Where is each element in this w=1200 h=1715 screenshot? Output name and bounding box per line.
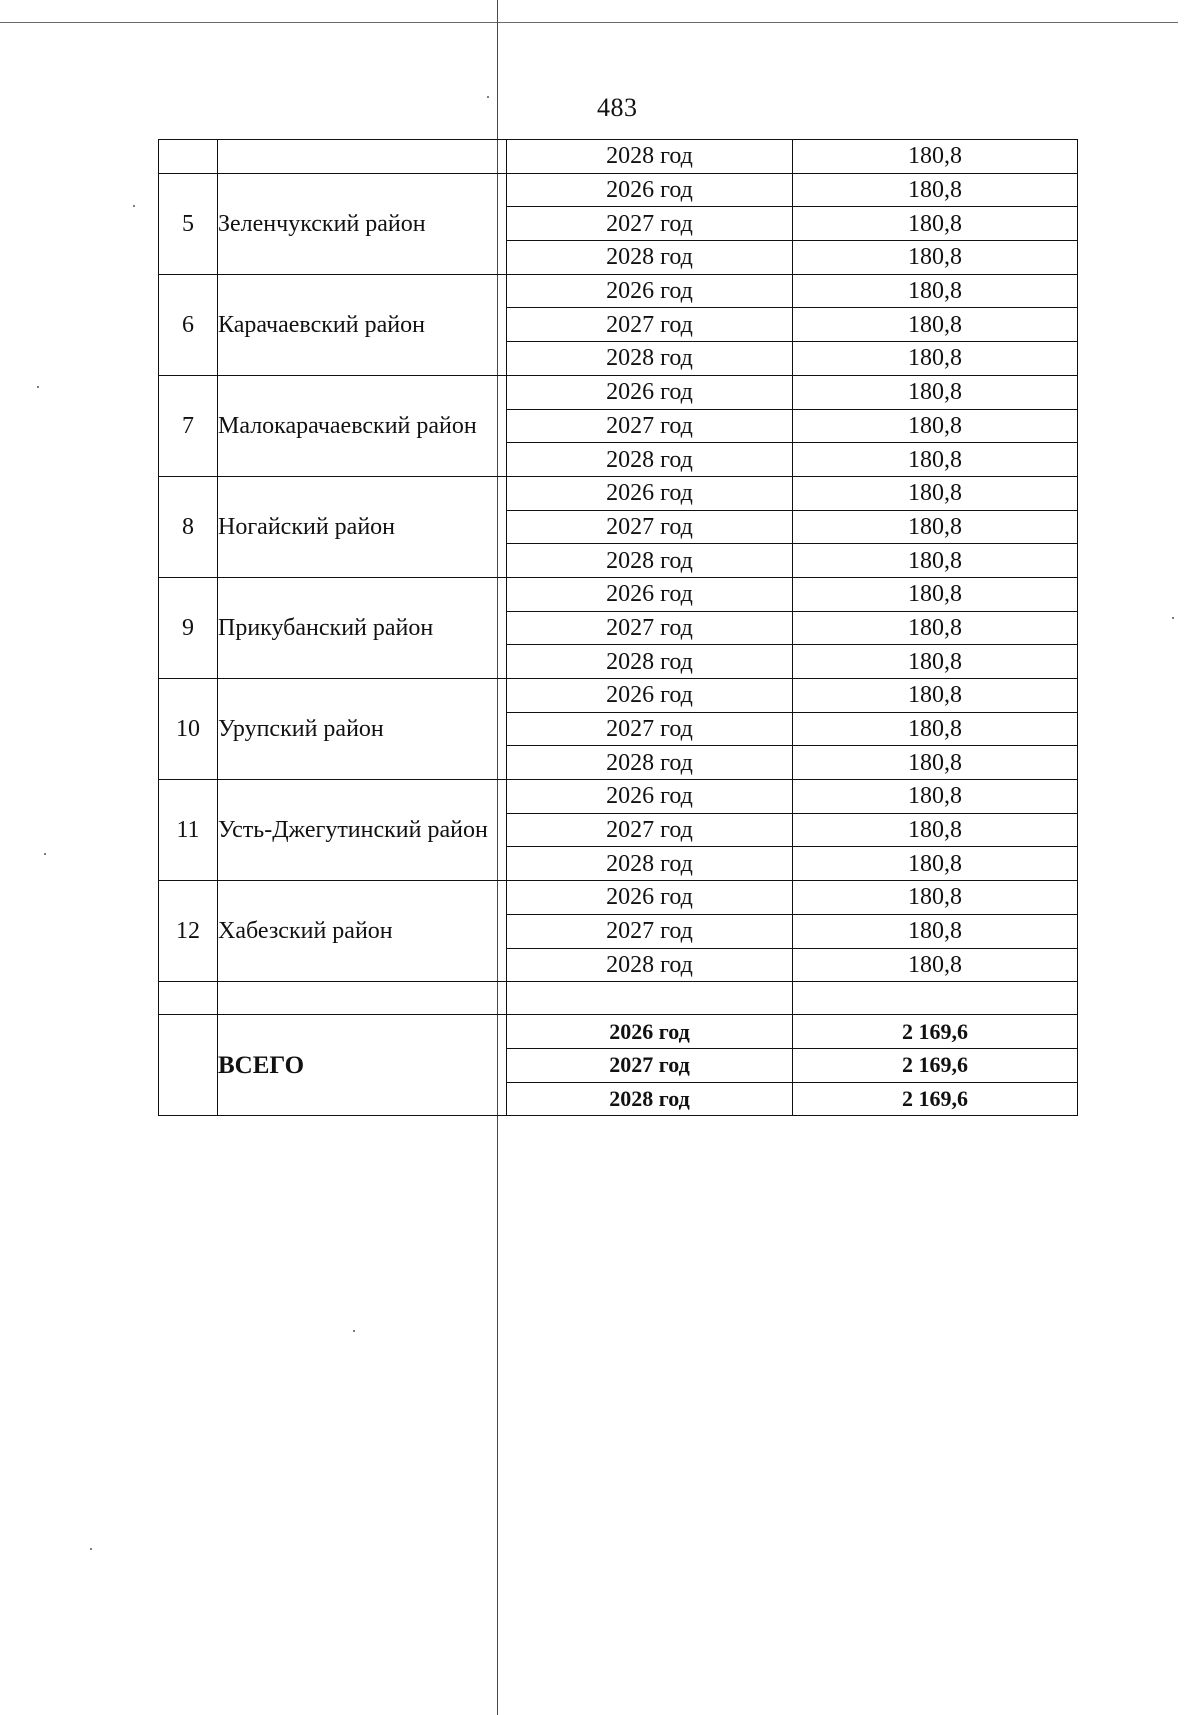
year-cell: 2028 год bbox=[507, 241, 793, 275]
value-cell: 180,8 bbox=[793, 308, 1078, 342]
year-cell: 2027 год bbox=[507, 914, 793, 948]
value-cell: 180,8 bbox=[793, 207, 1078, 241]
district-number: 10 bbox=[159, 679, 218, 780]
year-cell bbox=[507, 982, 793, 1015]
year-cell: 2026 год bbox=[507, 577, 793, 611]
district-name: Карачаевский район bbox=[218, 311, 425, 338]
district-name-cell bbox=[218, 780, 507, 881]
district-name-cell bbox=[218, 274, 507, 375]
year-cell: 2028 год bbox=[507, 847, 793, 881]
funding-table bbox=[158, 139, 1078, 1116]
district-name-cell bbox=[218, 375, 507, 476]
value-cell: 180,8 bbox=[793, 645, 1078, 679]
district-number: 5 bbox=[159, 173, 218, 274]
year-cell: 2028 год bbox=[507, 544, 793, 578]
year-cell: 2027 год bbox=[507, 712, 793, 746]
value-cell: 180,8 bbox=[793, 780, 1078, 814]
value-cell: 180,8 bbox=[793, 241, 1078, 275]
year-cell: 2027 год bbox=[507, 813, 793, 847]
year-cell: 2027 год bbox=[507, 409, 793, 443]
year-cell: 2028 год bbox=[507, 645, 793, 679]
value-cell: 180,8 bbox=[793, 712, 1078, 746]
value-cell: 180,8 bbox=[793, 577, 1078, 611]
total-value-cell: 2 169,6 bbox=[793, 1015, 1078, 1049]
district-name-cell bbox=[218, 881, 507, 982]
scan-speck bbox=[44, 853, 46, 855]
value-cell: 180,8 bbox=[793, 342, 1078, 376]
year-cell: 2028 год bbox=[507, 443, 793, 477]
table-row bbox=[159, 881, 1078, 915]
year-cell: 2026 год bbox=[507, 375, 793, 409]
year-cell: 2028 год bbox=[507, 342, 793, 376]
total-value-cell: 2 169,6 bbox=[793, 1082, 1078, 1116]
year-cell: 2027 год bbox=[507, 510, 793, 544]
scan-speck bbox=[37, 386, 39, 388]
year-cell: 2026 год bbox=[507, 476, 793, 510]
value-cell: 180,8 bbox=[793, 948, 1078, 982]
year-cell: 2027 год bbox=[507, 611, 793, 645]
district-name-cell bbox=[218, 173, 507, 274]
value-cell: 180,8 bbox=[793, 679, 1078, 713]
value-cell: 180,8 bbox=[793, 375, 1078, 409]
year-cell: 2027 год bbox=[507, 207, 793, 241]
value-cell: 180,8 bbox=[793, 544, 1078, 578]
district-name: Зеленчукский район bbox=[218, 210, 426, 237]
total-year-cell: 2026 год bbox=[507, 1015, 793, 1049]
district-name-cell bbox=[218, 577, 507, 678]
district-number: 9 bbox=[159, 577, 218, 678]
district-number: 8 bbox=[159, 476, 218, 577]
year-cell: 2027 год bbox=[507, 308, 793, 342]
num-cell bbox=[159, 140, 218, 174]
value-cell: 180,8 bbox=[793, 611, 1078, 645]
district-name: Хабезский район bbox=[218, 918, 393, 945]
district-number: 7 bbox=[159, 375, 218, 476]
year-cell: 2026 год bbox=[507, 173, 793, 207]
table-row bbox=[159, 476, 1078, 510]
year-cell: 2026 год bbox=[507, 780, 793, 814]
value-cell: 180,8 bbox=[793, 140, 1078, 174]
value-cell: 180,8 bbox=[793, 510, 1078, 544]
scan-speck bbox=[353, 1330, 355, 1332]
table-row bbox=[159, 375, 1078, 409]
district-name: Малокарачаевский район bbox=[218, 412, 477, 439]
total-num-cell bbox=[159, 1015, 218, 1116]
district-name-cell bbox=[218, 476, 507, 577]
table-row bbox=[159, 274, 1078, 308]
value-cell: 180,8 bbox=[793, 847, 1078, 881]
scan-top-edge-line bbox=[0, 22, 1178, 23]
table-row bbox=[159, 679, 1078, 713]
district-name: Урупский район bbox=[218, 716, 384, 743]
scan-speck bbox=[133, 205, 135, 207]
value-cell: 180,8 bbox=[793, 813, 1078, 847]
value-cell bbox=[793, 982, 1078, 1015]
total-label: ВСЕГО bbox=[218, 1015, 507, 1116]
total-year-cell: 2027 год bbox=[507, 1048, 793, 1082]
value-cell: 180,8 bbox=[793, 274, 1078, 308]
value-cell: 180,8 bbox=[793, 914, 1078, 948]
district-name: Прикубанский район bbox=[218, 614, 434, 641]
year-cell: 2026 год bbox=[507, 679, 793, 713]
district-cell bbox=[218, 982, 507, 1015]
year-cell: 2028 год bbox=[507, 140, 793, 174]
district-name: Ногайский район bbox=[218, 513, 396, 540]
year-cell: 2026 год bbox=[507, 274, 793, 308]
table-body bbox=[159, 140, 1078, 1116]
scan-speck bbox=[1172, 617, 1174, 619]
table-row bbox=[159, 577, 1078, 611]
scan-speck bbox=[90, 1548, 92, 1550]
year-cell: 2026 год bbox=[507, 881, 793, 915]
value-cell: 180,8 bbox=[793, 881, 1078, 915]
year-cell: 2028 год bbox=[507, 948, 793, 982]
carry-over-row bbox=[159, 140, 1078, 174]
page-number: 483 bbox=[597, 93, 638, 122]
empty-row bbox=[159, 982, 1078, 1015]
district-cell bbox=[218, 140, 507, 174]
district-name-cell bbox=[218, 679, 507, 780]
district-name: Усть-Джегутинский район bbox=[218, 817, 488, 844]
district-number: 12 bbox=[159, 881, 218, 982]
value-cell: 180,8 bbox=[793, 443, 1078, 477]
value-cell: 180,8 bbox=[793, 409, 1078, 443]
table-row bbox=[159, 173, 1078, 207]
value-cell: 180,8 bbox=[793, 476, 1078, 510]
total-year-cell: 2028 год bbox=[507, 1082, 793, 1116]
total-row bbox=[159, 1015, 1078, 1049]
value-cell: 180,8 bbox=[793, 746, 1078, 780]
scan-speck bbox=[487, 96, 489, 98]
district-number: 6 bbox=[159, 274, 218, 375]
year-cell: 2028 год bbox=[507, 746, 793, 780]
total-value-cell: 2 169,6 bbox=[793, 1048, 1078, 1082]
value-cell: 180,8 bbox=[793, 173, 1078, 207]
district-number: 11 bbox=[159, 780, 218, 881]
table-row bbox=[159, 780, 1078, 814]
num-cell bbox=[159, 982, 218, 1015]
